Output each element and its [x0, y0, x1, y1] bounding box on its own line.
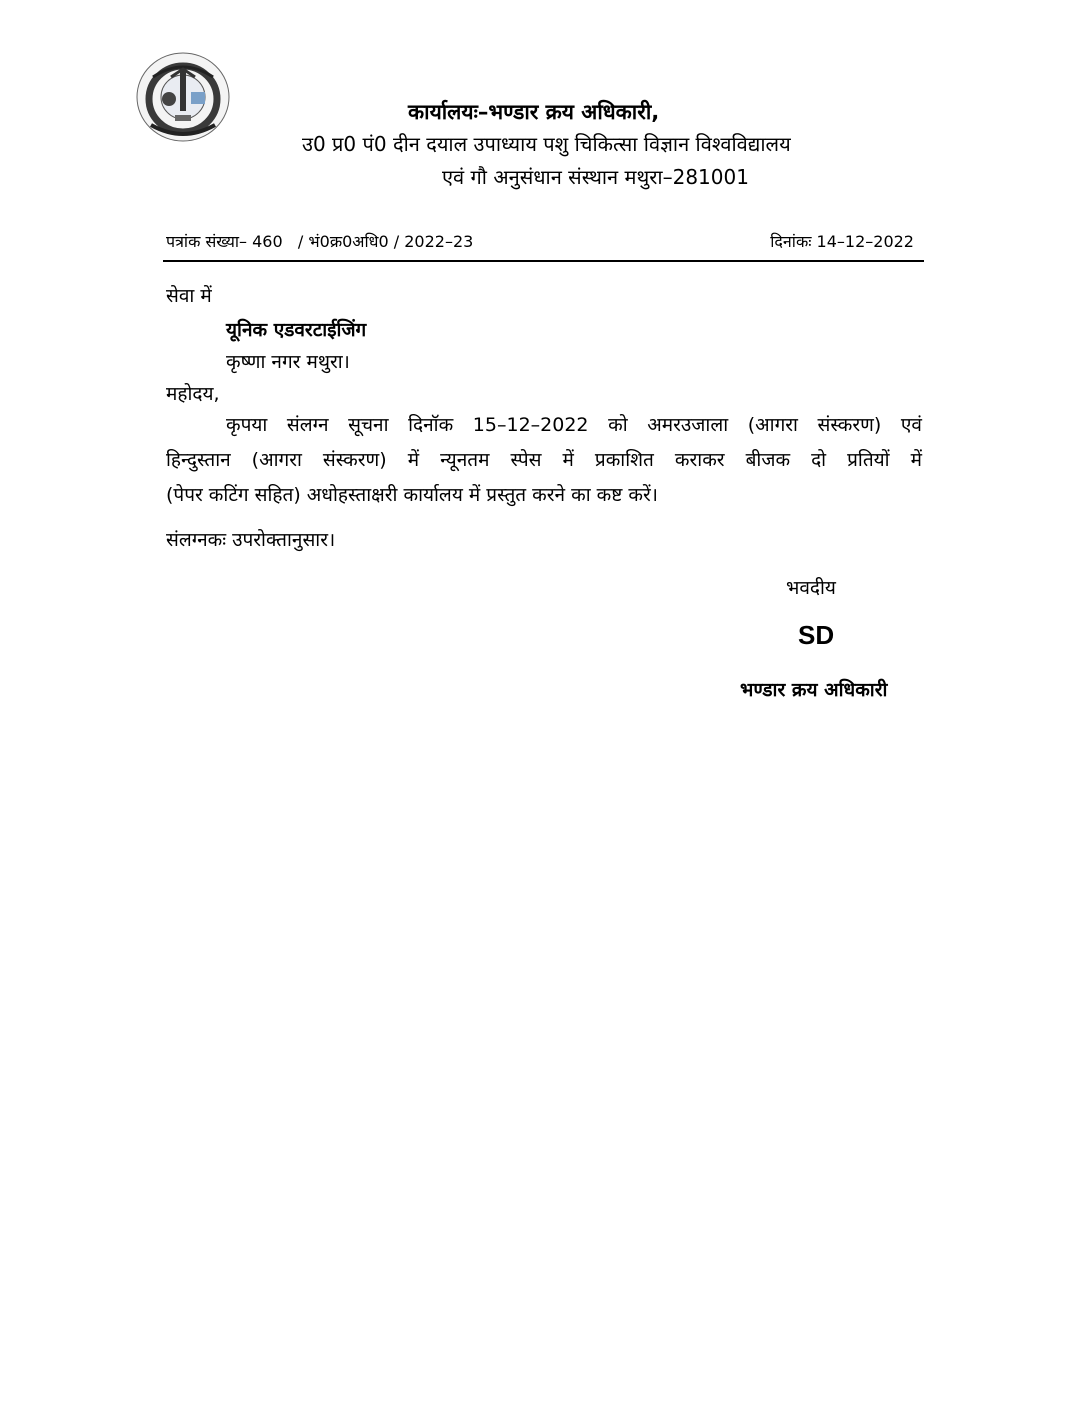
- signatory-designation: भण्डार क्रय अधिकारी: [740, 679, 888, 701]
- institute-address: एवं गौ अनुसंधान संस्थान मथुरा–281001: [442, 165, 749, 189]
- recipient-address: कृष्णा नगर मथुरा।: [226, 351, 350, 373]
- enclosure-note: संलग्नकः उपरोक्तानुसार।: [166, 529, 336, 551]
- signature: SD: [798, 620, 835, 650]
- university-name: उ0 प्र0 पं0 दीन दयाल उपाध्याय पशु चिकित्सा विज्ञान विश्वविद्यालय: [302, 132, 791, 156]
- header-divider: [163, 260, 924, 262]
- university-seal-logo: [131, 47, 235, 147]
- office-title: कार्यालयः–भण्डार क्रय अधिकारी,: [408, 100, 660, 124]
- salutation: सेवा में: [166, 285, 212, 307]
- body-paragraph: [166, 408, 922, 513]
- body-line-3: (पेपर कटिंग सहित) अधोहस्ताक्षरी कार्यालय में प्रस्तुत करने का कष्ट करें।: [166, 484, 658, 506]
- body-line-2: हिन्दुस्तान (आगरा संस्करण) में न्यूनतम स्पेस में प्रकाशित कराकर बीजक दो प्रतियों में: [166, 449, 922, 471]
- letter-date: दिनांकः 14–12–2022: [770, 232, 914, 251]
- reference-number: पत्रांक संख्या– 460 / भं0क्र0अधि0 / 2022–23: [166, 232, 474, 251]
- recipient-name: यूनिक एडवरटाईजिंग: [226, 319, 367, 341]
- body-line-1: कृपया संलग्न सूचना दिनॉक 15–12–2022 को अमरउजाला (आगरा संस्करण) एवं: [226, 414, 922, 436]
- greeting: महोदय,: [166, 383, 220, 405]
- closing: भवदीय: [786, 577, 836, 599]
